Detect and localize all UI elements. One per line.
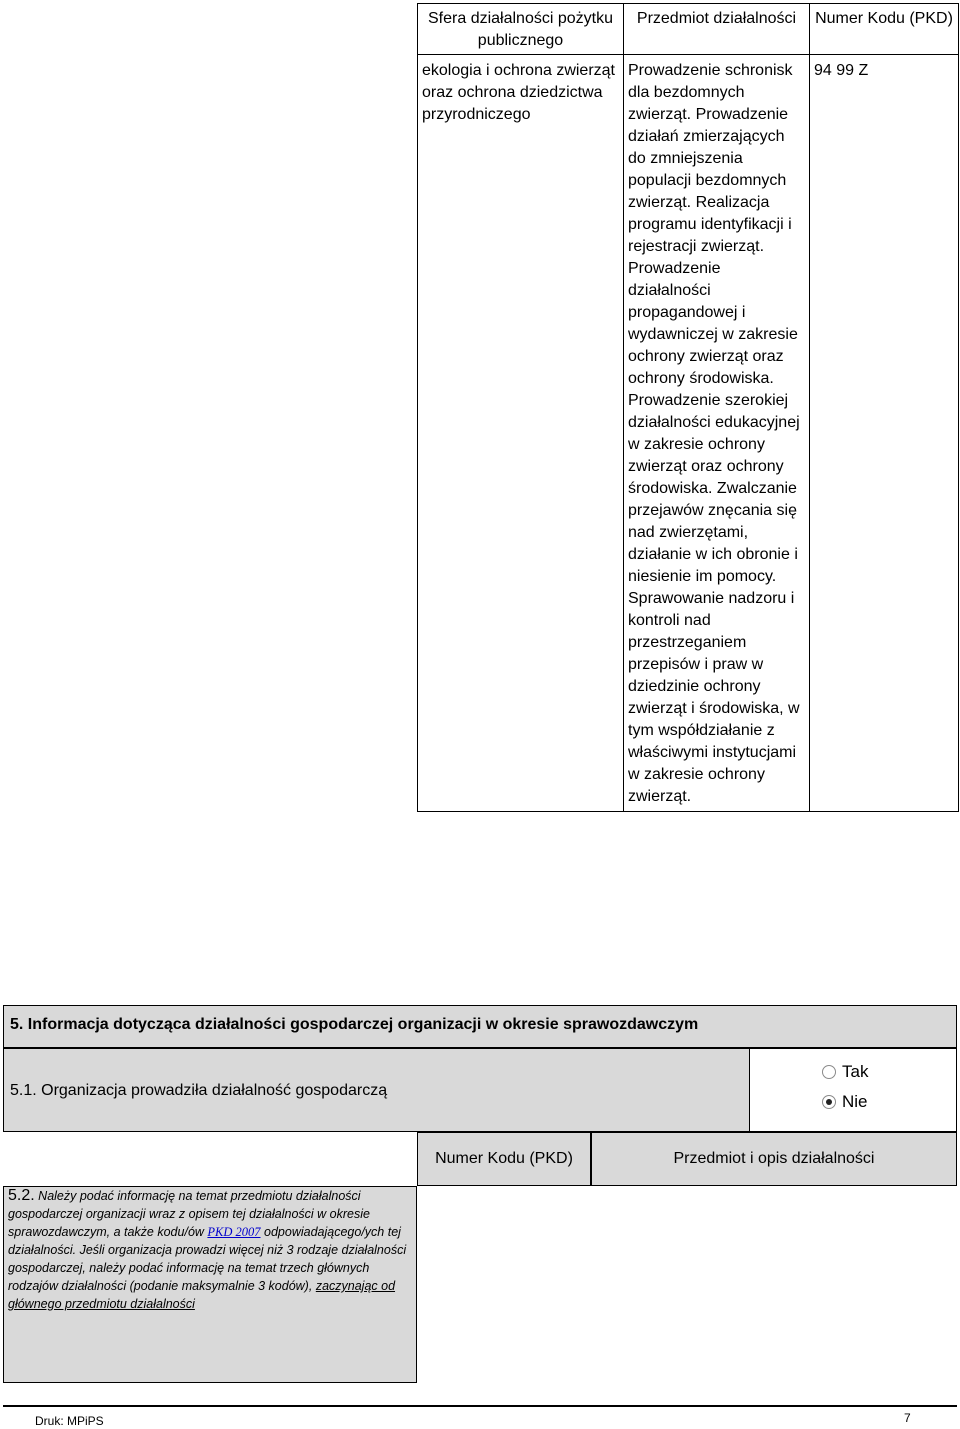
col-header-pkd: Numer Kodu (PKD) xyxy=(417,1132,591,1186)
table-header-row xyxy=(418,4,959,55)
business-activity-radio-group xyxy=(750,1048,957,1132)
radio-nie[interactable] xyxy=(822,1095,836,1109)
q51-label: 5.1. Organizacja prowadziła działalność gospodarczą xyxy=(3,1048,750,1132)
description-cell xyxy=(624,55,810,812)
description-text: Prowadzenie schronisk dla bezdomnych zwierząt. Prowadzenie działań zmierzających do zmniejszenia populacji bezdomnych zwierząt. Realizacja programu identyfikacji i rejestracji zwierząt. Prowadzenie działalności propagandowej i wydawniczej w zakresie ochrony zwierząt oraz ochrony środowiska. Prowadzenie szerokiej działalności edukacyjnej w zakresie ochrony zwierząt oraz ochrony środowiska. Zwalczanie przejawów znęcania się nad zwierzętami, działanie w ich obronie i niesienie im pomocy. Sprawowanie nadzoru i kontroli nad przestrzeganiem przepisów i praw w dziedzinie ochrony zwierząt i środowiska, w tym współdziałanie z właściwymi instytucjami w zakresie ochrony zwierząt. xyxy=(628,62,800,805)
radio-option-nie[interactable] xyxy=(822,1087,956,1117)
col-header-subject: Przedmiot i opis działalności xyxy=(591,1132,957,1186)
section5-title: 5. Informacja dotycząca działalności gospodarczej organizacji w okresie sprawozdawczym xyxy=(3,1005,957,1048)
radio-tak-label: Tak xyxy=(842,1062,869,1081)
table-row xyxy=(418,55,959,812)
footer-print-label: Druk: MPiPS xyxy=(35,1414,104,1428)
q52-text-b: odpowiadającego/ych tej działalności. Jeśli organizacja prowadzi więcej niż 3 rodzaje działalności gospodarczej, należy podać informację na temat trzech głównych rodzajów działalności (podanie maksymalnie 3 kodów), xyxy=(8,1225,407,1293)
pkd-cell: 94 99 Z xyxy=(810,55,959,812)
header-pkd: Numer Kodu (PKD) xyxy=(810,4,959,55)
pkd-2007-link[interactable]: PKD 2007 xyxy=(207,1225,261,1239)
activity-table xyxy=(417,3,959,812)
page-number: 7 xyxy=(904,1411,911,1425)
q52-text-c: zaczynając od głównego przedmiotu działalności xyxy=(8,1279,396,1311)
q52-number: 5.2. xyxy=(8,1187,35,1204)
header-sphere: Sfera działalności pożytku publicznego xyxy=(418,4,624,55)
header-subject: Przedmiot działalności xyxy=(624,4,810,55)
q52-text-a: Należy podać informację na temat przedmiotu działalności gospodarczej organizacji wraz z opisem tej działalności w okresie sprawozdawczym, a także kodu/ów xyxy=(8,1189,370,1239)
footer-divider xyxy=(3,1405,957,1407)
q52-instructions xyxy=(3,1186,417,1383)
radio-nie-label: Nie xyxy=(842,1092,868,1111)
sphere-cell: ekologia i ochrona zwierząt oraz ochrona dziedzictwa przyrodniczego xyxy=(418,55,624,812)
radio-tak[interactable] xyxy=(822,1065,836,1079)
radio-option-tak[interactable] xyxy=(822,1057,956,1087)
